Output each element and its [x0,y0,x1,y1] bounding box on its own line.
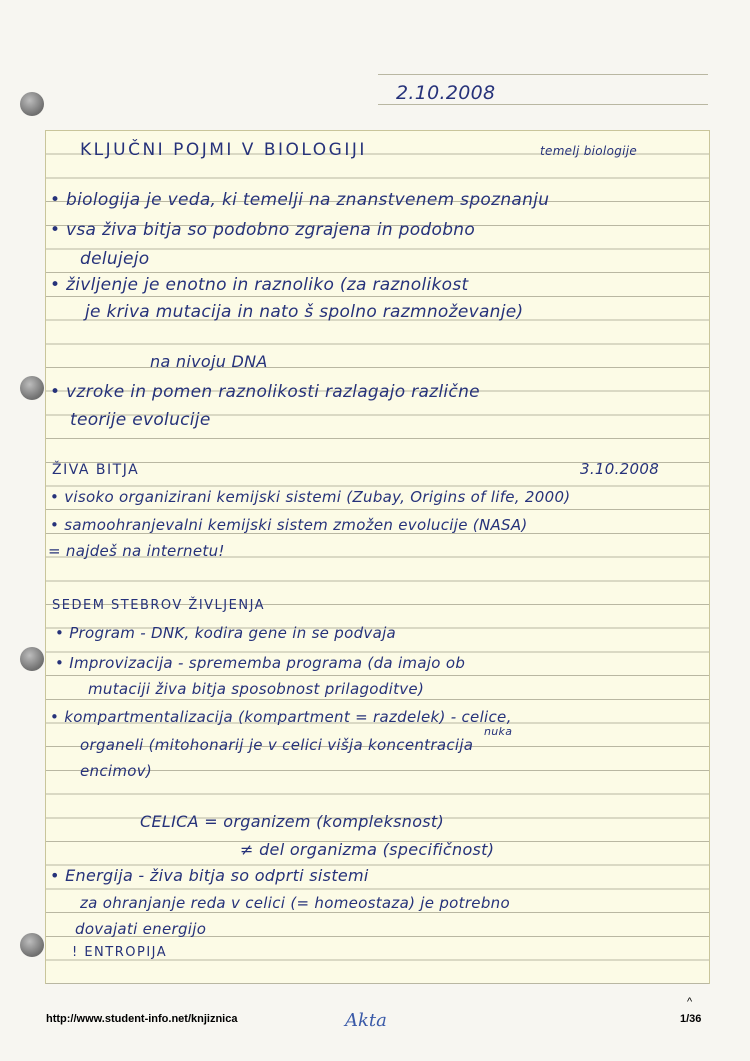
note-line: • kompartmentalizacija (kompartment = razdelek) - celice, [50,708,512,726]
note-line: dovajati energijo [75,920,207,938]
note-line: • biologija je veda, ki temelji na znanstvenem spoznanju [50,190,550,210]
header-rule [378,74,708,75]
note-line: za ohranjanje reda v celici (= homeostaza) je potrebno [80,894,510,912]
page-number: 1/36 [680,1013,702,1025]
page-caret: ^ [687,996,693,1008]
note-line: delujejo [80,249,150,269]
binder-hole-4 [20,933,44,957]
date-top: 2.10.2008 [396,82,496,104]
note-line: je kriva mutacija in nato š spolno razmnoževanje) [85,302,524,322]
note-line: CELICA = organizem (kompleksnost) [140,812,445,831]
section-heading: ŽIVA BITJA [52,462,140,478]
note-line: • Energija - živa bitja so odprti sistemi [50,866,369,885]
note-line: • visoko organizirani kemijski sistemi (Zubay, Origins of life, 2000) [50,488,571,506]
note-line: • vzroke in pomen raznolikosti razlagajo različne [50,382,480,402]
note-line: ! ENTROPIJA [72,945,168,960]
section-date: 3.10.2008 [580,460,660,478]
note-line: • samoohranjevalni kemijski sistem zmožen evolucije (NASA) [50,516,528,534]
note-line: organeli (mitohonarij je v celici višja koncentracija [80,736,474,754]
footer-url: http://www.student-info.net/knjiznica [46,1013,238,1025]
note-line: teorije evolucije [70,410,211,430]
margin-note: temelj biologije [540,144,638,158]
note-line: • Program - DNK, kodira gene in se podvaja [55,624,397,642]
note-line: = najdeš na internetu! [48,542,225,560]
note-line: nuka [484,725,513,738]
note-line: na nivoju DNA [150,352,268,371]
section-heading: SEDEM STEBROV ŽIVLJENJA [52,598,266,613]
binder-hole-3 [20,647,44,671]
note-line: ≠ del organizma (specifičnost) [240,840,495,859]
binder-hole-1 [20,92,44,116]
brand-logo: Akta [345,1010,387,1031]
binder-hole-2 [20,376,44,400]
note-line: • Improvizacija - sprememba programa (da imajo ob [55,654,466,672]
header-rule [378,104,708,105]
note-line: • vsa živa bitja so podobno zgrajena in podobno [50,220,476,240]
note-line: • življenje je enotno in raznoliko (za raznolikost [50,275,469,295]
note-line: encimov) [80,762,153,780]
page-title: KLJUČNI POJMI V BIOLOGIJI [80,140,367,160]
note-line: mutaciji živa bitja sposobnost prilagoditve) [88,680,425,698]
